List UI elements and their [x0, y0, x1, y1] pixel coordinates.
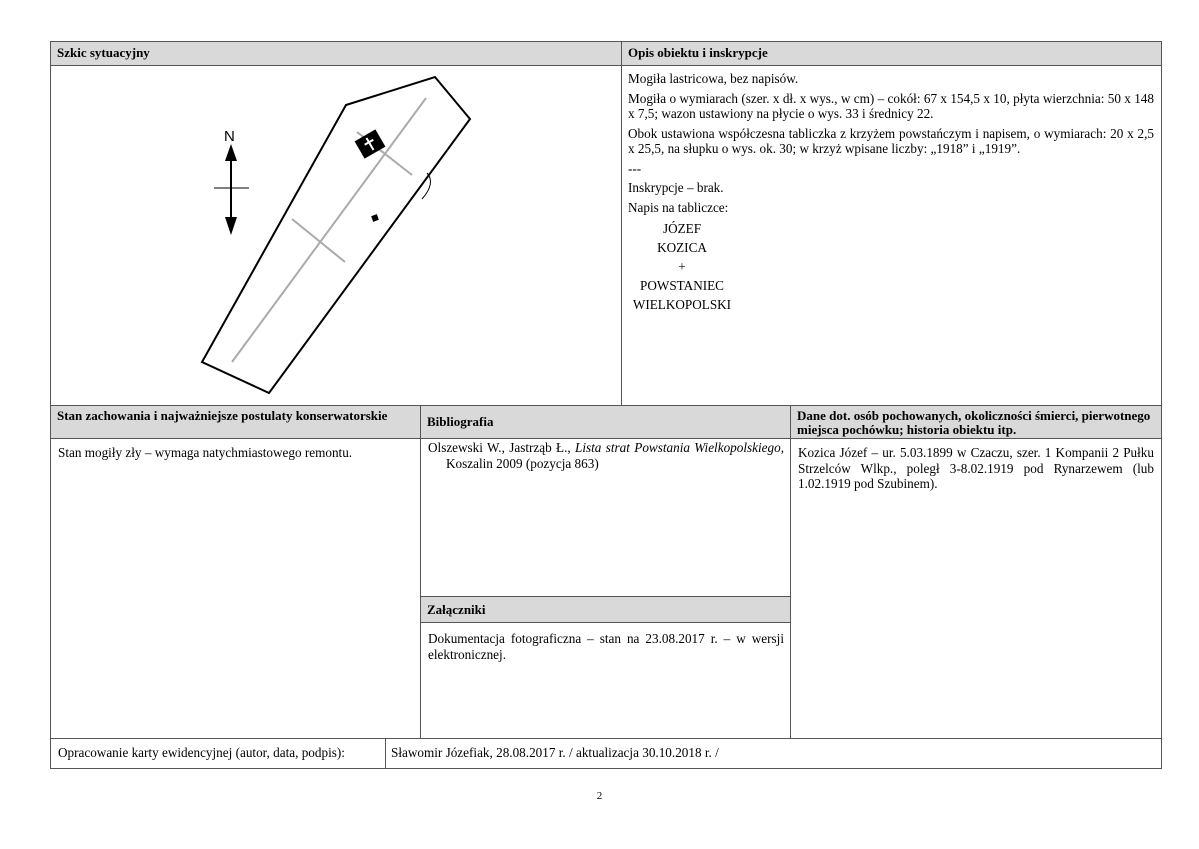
footer-value: Sławomir Józefiak, 28.08.2017 r. / aktualizacja 30.10.2018 r. /: [391, 745, 719, 760]
description-paragraph-3: Obok ustawiona współczesna tabliczka z krzyżem powstańczym i napisem, o wymiarach: 20 x 2,5 x 25,5, na słupku o wys. ok. 30; w krzyż wpisane liczby: „1918” i „1919”.: [628, 125, 1154, 156]
page-number: 2: [596, 790, 603, 802]
bibliography-title: Lista strat Powstania Wielkopolskiego: [575, 440, 781, 455]
plaque-line: KOZICA: [657, 240, 707, 255]
middle-divider-2: [790, 406, 791, 739]
attachments-text: Dokumentacja fotograficzna – stan na 23.08.2017 r. – w wersji elektronicznej.: [428, 631, 784, 662]
plaque-line: POWSTANIEC: [640, 278, 724, 293]
middle-divider-1: [420, 406, 421, 739]
buried-persons-text: Kozica Józef – ur. 5.03.1899 w Czaczu, szer. 1 Kompanii 2 Pułku Strzelców Wlkp., poległ 3-8.02.1919 pod Rynarzewem (lub 1.02.1919 pod Szubinem).: [798, 445, 1154, 491]
vase-arc: [422, 173, 431, 199]
description-plaque-intro: Napis na tabliczce:: [628, 199, 729, 215]
description-paragraph-1: Mogiła lastricowa, bez napisów.: [628, 71, 799, 86]
plaque-line: JÓZEF: [662, 221, 702, 236]
grave-outline: [202, 77, 470, 393]
marker-square: [371, 214, 379, 222]
grave-axis: [232, 98, 426, 362]
plaque-inscription: [628, 219, 736, 314]
description-separator: ---: [628, 160, 642, 176]
north-label: N: [224, 128, 235, 145]
buried-persons-header: Dane dot. osób pochowanych, okoliczności śmierci, pierwotnego miejsca pochówku; historia obiektu itp.: [791, 406, 1161, 439]
situational-sketch: [52, 67, 620, 405]
bibliography-entry: [428, 440, 784, 471]
plaque-line: WIELKOPOLSKI: [632, 297, 732, 312]
footer-label: Opracowanie karty ewidencyjnej (autor, data, podpis):: [58, 745, 345, 760]
grave-cross-lower: [292, 219, 345, 262]
bibliography-authors: Olszewski W., Jastrząb Ł.,: [428, 440, 576, 455]
bibliography-header: Bibliografia: [421, 406, 790, 439]
bibliography-publication: , Koszalin 2009 (pozycja 863): [446, 440, 785, 471]
conservation-state-text: Stan mogiły zły – wymaga natychmiastowego remontu.: [58, 445, 353, 460]
description-inscriptions: Inskrypcje – brak.: [628, 180, 724, 195]
attachments-header: Załączniki: [421, 597, 790, 623]
conservation-state-header: Stan zachowania i najważniejsze postulaty konserwatorskie: [51, 406, 420, 439]
object-description-header: Opis obiektu i inskrypcje: [622, 42, 1161, 66]
footer-divider: [385, 739, 386, 768]
description-paragraph-2: Mogiła o wymiarach (szer. x dł. x wys., w cm) – cokół: 67 x 154,5 x 10, płyta wierzchnia: 50 x 148 x 7,5; wazon ustawiony na płycie o wys. 33 i średnicy 22.: [628, 90, 1154, 121]
north-arrow-icon: [214, 144, 249, 235]
object-description: [628, 71, 1154, 314]
plaque-line: +: [678, 259, 686, 274]
top-column-divider: [621, 42, 622, 406]
situational-sketch-header: Szkic sytuacyjny: [51, 42, 621, 66]
section-divider-bottom: [51, 738, 1161, 739]
